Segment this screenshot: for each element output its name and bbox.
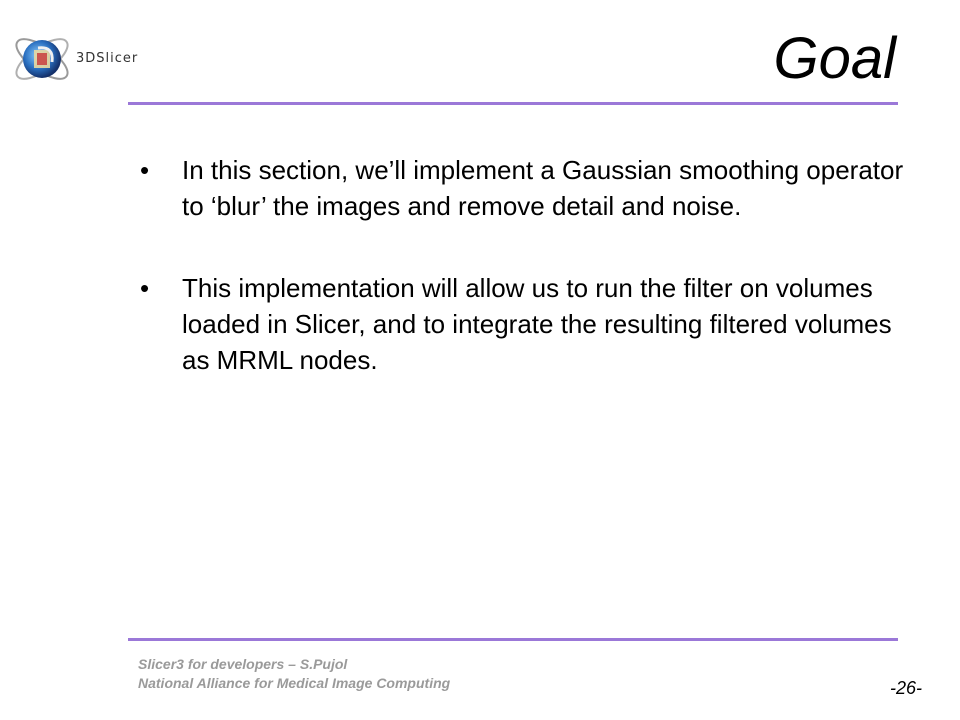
bullet-marker: •	[140, 273, 150, 303]
footer-divider	[128, 638, 898, 641]
bullet-text: This implementation will allow us to run the filter on volumes loaded in Slicer, and to integrate the resulting filtered volumes as MRML nodes.	[182, 273, 892, 375]
slide-body	[140, 152, 910, 424]
page-number: -26-	[889, 678, 922, 698]
title-divider	[128, 102, 898, 105]
bullet-text: In this section, we’ll implement a Gaussian smoothing operator to ‘blur’ the images and remove detail and noise.	[182, 155, 904, 221]
slide-title: Goal	[773, 26, 896, 91]
bullet-item	[140, 270, 910, 378]
bullet-item	[140, 152, 910, 224]
footer-organization: National Alliance for Medical Image Computing	[138, 675, 451, 691]
3dslicer-logo-icon	[8, 28, 76, 90]
footer-author: Slicer3 for developers – S.Pujol	[138, 656, 348, 672]
logo-text: 3DSlicer	[76, 51, 139, 66]
footer-credits	[138, 655, 450, 693]
slicer-logo	[8, 28, 148, 90]
bullet-marker: •	[140, 155, 150, 185]
